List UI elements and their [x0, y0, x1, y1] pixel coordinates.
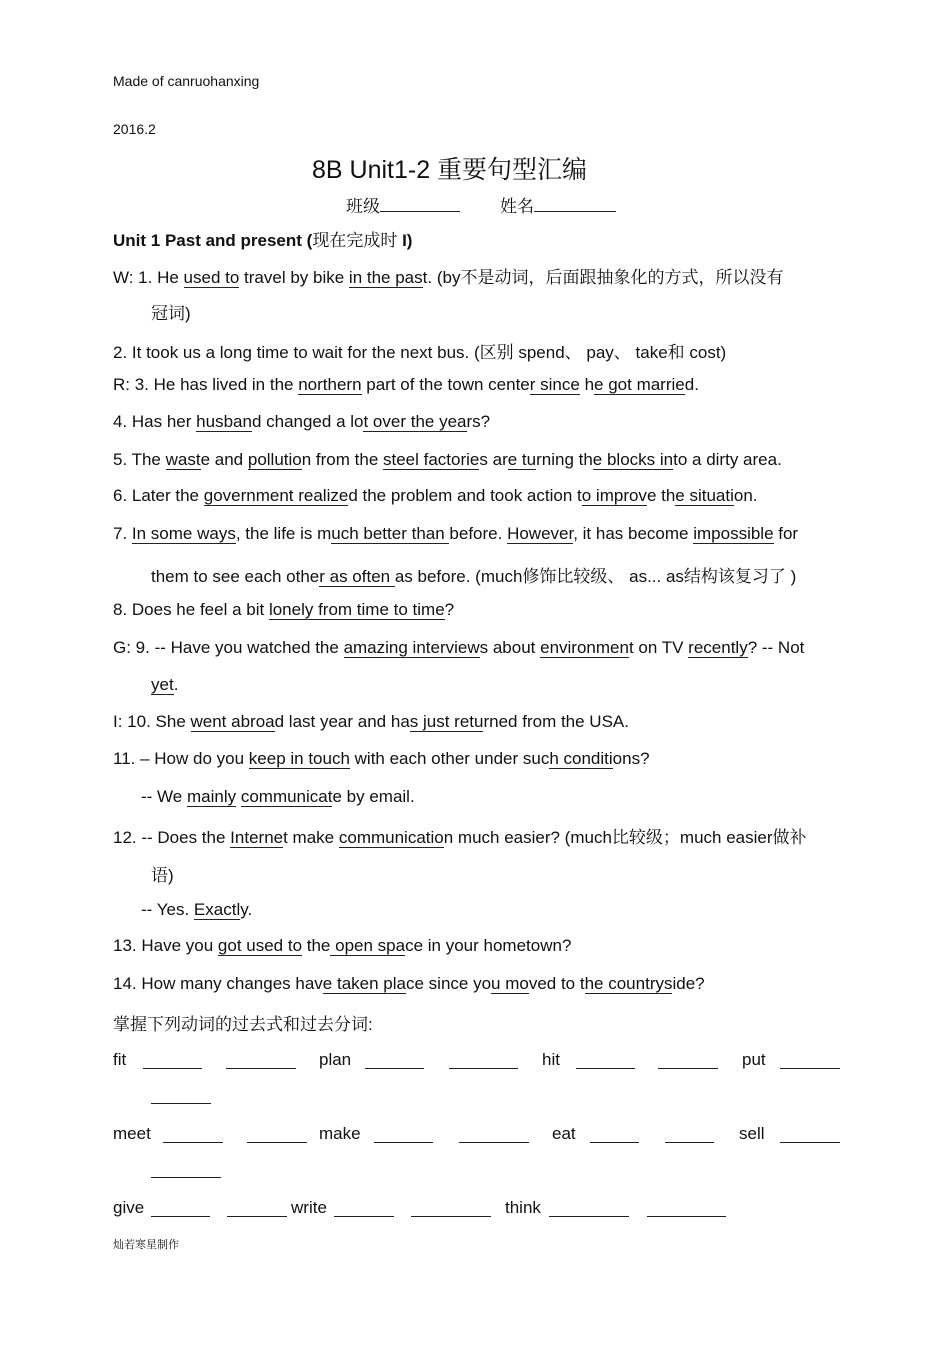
date-label: 2016.2	[113, 121, 156, 137]
sentence-line: 7. In some ways, the life is much better than before. However, it has become impossible for	[113, 524, 799, 543]
sentence-line: -- Yes. Exactly.	[141, 900, 253, 919]
verb-blank[interactable]	[151, 1088, 211, 1104]
verb-think: think	[505, 1198, 541, 1217]
verb-give: give	[113, 1198, 145, 1217]
verb-blank[interactable]	[449, 1053, 518, 1069]
verb-blank[interactable]	[665, 1127, 714, 1143]
verb-plan: plan	[319, 1050, 352, 1069]
class-label: 班级	[346, 197, 380, 216]
verb-blank[interactable]	[780, 1053, 840, 1069]
class-field	[346, 192, 460, 217]
verb-blank[interactable]	[151, 1162, 221, 1178]
unit-heading-bold: Unit 1 Past and present (	[113, 231, 313, 250]
footer-credit: 灿若寒星制作	[113, 1238, 179, 1251]
verb-blank[interactable]	[163, 1127, 223, 1143]
verb-make: make	[319, 1124, 361, 1143]
sentence-line: 2. It took us a long time to wait for the next bus. (区别 spend、 pay、 take和 cost)	[113, 343, 727, 362]
unit-heading-end: I)	[402, 231, 413, 250]
verb-put: put	[742, 1050, 766, 1069]
sentence-line: 8. Does he feel a bit lonely from time to time?	[113, 600, 455, 619]
sentence-line: G: 9. -- Have you watched the amazing interviews about environment on TV recently? -- Not	[113, 638, 805, 657]
name-blank[interactable]	[534, 196, 616, 212]
verb-blank[interactable]	[647, 1201, 726, 1217]
class-blank[interactable]	[380, 196, 460, 212]
made-of-label: Made of canruohanxing	[113, 73, 260, 89]
unit-heading-cn: 现在完成时	[312, 231, 398, 250]
sentence-line: R: 3. He has lived in the northern part of the town center since he got married.	[113, 375, 699, 394]
page-title: 8B Unit1-2 重要句型汇编	[312, 156, 588, 184]
sentence-line: them to see each other as often as before. (much修饰比较级、 as... as结构该复习了 )	[151, 567, 797, 586]
unit-heading	[113, 226, 412, 251]
verb-sell: sell	[739, 1124, 765, 1143]
sentence-line: 冠词)	[151, 304, 191, 323]
sentence-line: 14. How many changes have taken place since you moved to the countryside?	[113, 974, 705, 993]
verb-blank[interactable]	[151, 1201, 210, 1217]
name-label: 姓名	[500, 197, 534, 216]
verb-blank[interactable]	[590, 1127, 639, 1143]
verb-blank[interactable]	[226, 1053, 296, 1069]
sentence-line: 5. The waste and pollution from the steel factories are turning the blocks into a dirty area.	[113, 450, 782, 469]
sentence-line: 语)	[151, 866, 174, 885]
sentence-line: 13. Have you got used to the open space in your hometown?	[113, 936, 572, 955]
verb-write: write	[291, 1198, 327, 1217]
sentence-line: 6. Later the government realized the problem and took action to improve the situation.	[113, 486, 758, 505]
verb-blank[interactable]	[365, 1053, 424, 1069]
verb-blank[interactable]	[549, 1201, 629, 1217]
sentence-line: I: 10. She went abroad last year and has just returned from the USA.	[113, 712, 629, 731]
verb-blank[interactable]	[576, 1053, 635, 1069]
verb-blank[interactable]	[334, 1201, 394, 1217]
verb-blank[interactable]	[374, 1127, 433, 1143]
verb-eat: eat	[552, 1124, 576, 1143]
verb-blank[interactable]	[227, 1201, 287, 1217]
sentence-line: -- We mainly communicate by email.	[141, 787, 415, 806]
verb-blank[interactable]	[658, 1053, 718, 1069]
verb-fit: fit	[113, 1050, 127, 1069]
verb-blank[interactable]	[411, 1201, 491, 1217]
verb-blank[interactable]	[143, 1053, 202, 1069]
sentence-line: 12. -- Does the Internet make communication much easier? (much比较级；much easier做补	[113, 828, 807, 847]
verb-blank[interactable]	[780, 1127, 840, 1143]
name-field	[500, 192, 616, 217]
sentence-line: W: 1. He used to travel by bike in the past. (by不是动词，后面跟抽象化的方式，所以没有	[113, 268, 784, 287]
verb-blank[interactable]	[247, 1127, 307, 1143]
verb-meet: meet	[113, 1124, 151, 1143]
sentence-line: yet.	[151, 675, 179, 694]
verb-blank[interactable]	[459, 1127, 529, 1143]
verbs-instruction: 掌握下列动词的过去式和过去分词:	[113, 1015, 373, 1034]
sentence-line: 11. – How do you keep in touch with each other under such conditions?	[113, 749, 650, 768]
sentence-line: 4. Has her husband changed a lot over the years?	[113, 412, 491, 431]
verb-hit: hit	[542, 1050, 560, 1069]
